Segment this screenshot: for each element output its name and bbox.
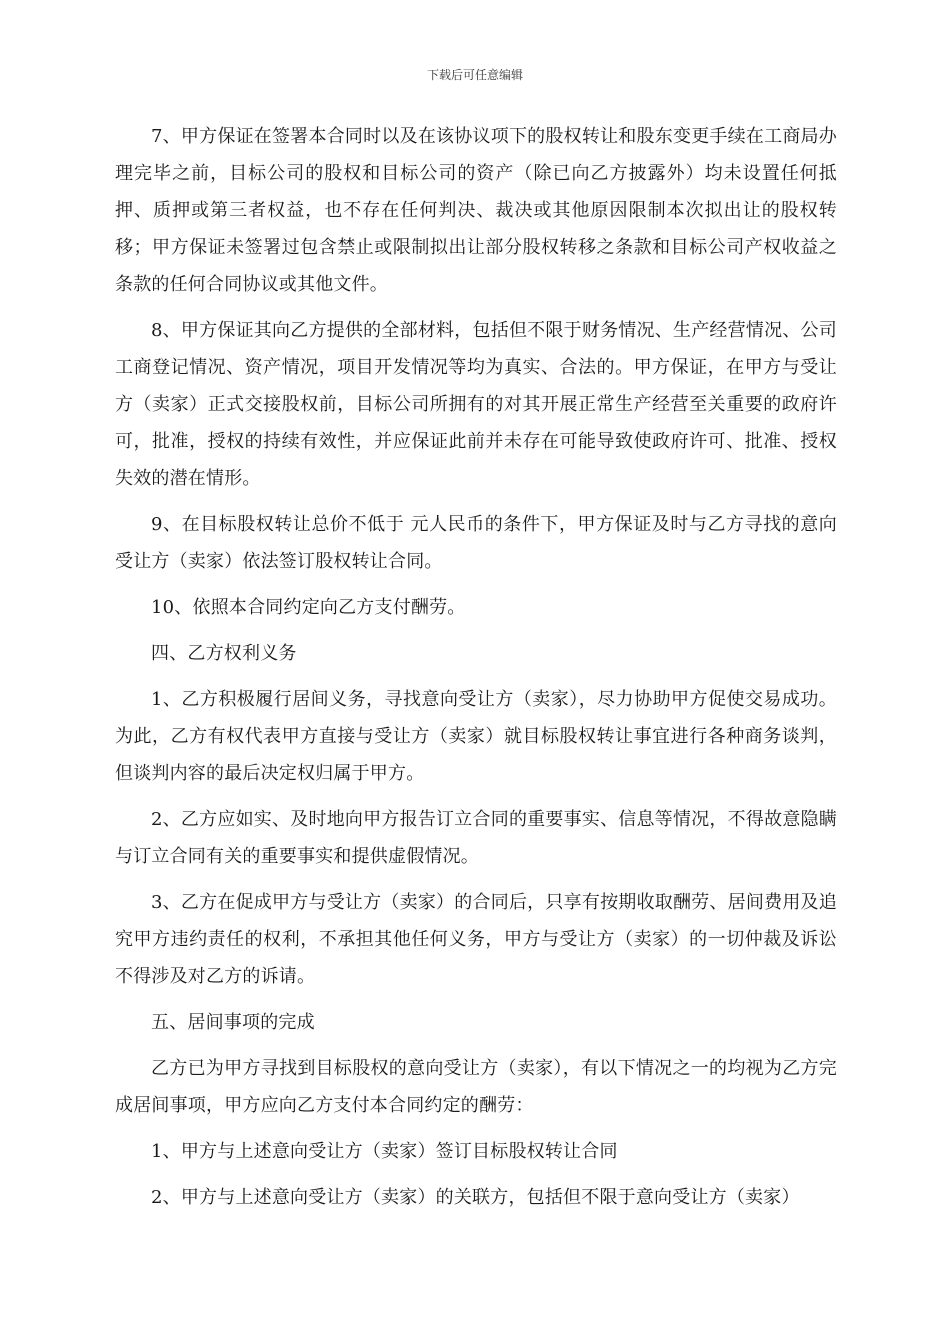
section-4-clause-1: 1、乙方积极履行居间义务，寻找意向受让方（卖家），尽力协助甲方促使交易成功。为此，乙方有权代表甲方直接与受让方（卖家）就目标股权转让事宜进行各种商务谈判，但谈判内容的最后决定权归属于甲方。 bbox=[115, 689, 837, 784]
clause-10: 10、依照本合同约定向乙方支付酬劳。 bbox=[151, 597, 466, 618]
clause-8: 8、甲方保证其向乙方提供的全部材料，包括但不限于财务情况、生产经营情况、公司工商登记情况、资产情况，项目开发情况等均为真实、合法的。甲方保证，在甲方与受让方（卖家）正式交接股权前，目标公司所拥有的对其开展正常生产经营至关重要的政府许可，批准，授权的持续有效性，并应保证此前并未存在可能导致使政府许可、批准、授权失效的潜在情形。 bbox=[115, 320, 837, 489]
section-5-item-2: 2、甲方与上述意向受让方（卖家）的关联方，包括但不限于意向受让方（卖家） bbox=[151, 1187, 800, 1208]
section-5-intro: 乙方已为甲方寻找到目标股权的意向受让方（卖家），有以下情况之一的均视为乙方完成居间事项，甲方应向乙方支付本合同约定的酬劳： bbox=[115, 1058, 837, 1116]
page-header: 下载后可任意编辑 bbox=[426, 68, 523, 82]
section-heading-4: 四、乙方权利义务 bbox=[151, 643, 297, 664]
section-5-item-1: 1、甲方与上述意向受让方（卖家）签订目标股权转让合同 bbox=[151, 1141, 618, 1162]
clause-9: 9、在目标股权转让总价不低于 元人民币的条件下，甲方保证及时与乙方寻找的意向受让方（卖家）依法签订股权转让合同。 bbox=[115, 514, 837, 572]
clause-7: 7、甲方保证在签署本合同时以及在该协议项下的股权转让和股东变更手续在工商局办理完毕之前，目标公司的股权和目标公司的资产（除已向乙方披露外）均未设置任何抵押、质押或第三者权益，也不存在任何判决、裁决或其他原因限制本次拟出让的股权转移；甲方保证未签署过包含禁止或限制拟出让部分股权转移之条款和目标公司产权收益之条款的任何合同协议或其他文件。 bbox=[115, 126, 837, 295]
document-body bbox=[115, 118, 837, 1225]
section-4-clause-3: 3、乙方在促成甲方与受让方（卖家）的合同后，只享有按期收取酬劳、居间费用及追究甲方违约责任的权利，不承担其他任何义务，甲方与受让方（卖家）的一切仲裁及诉讼不得涉及对乙方的诉请。 bbox=[115, 892, 837, 987]
section-heading-5: 五、居间事项的完成 bbox=[151, 1012, 315, 1033]
section-4-clause-2: 2、乙方应如实、及时地向甲方报告订立合同的重要事实、信息等情况，不得故意隐瞒与订立合同有关的重要事实和提供虚假情况。 bbox=[115, 809, 837, 867]
